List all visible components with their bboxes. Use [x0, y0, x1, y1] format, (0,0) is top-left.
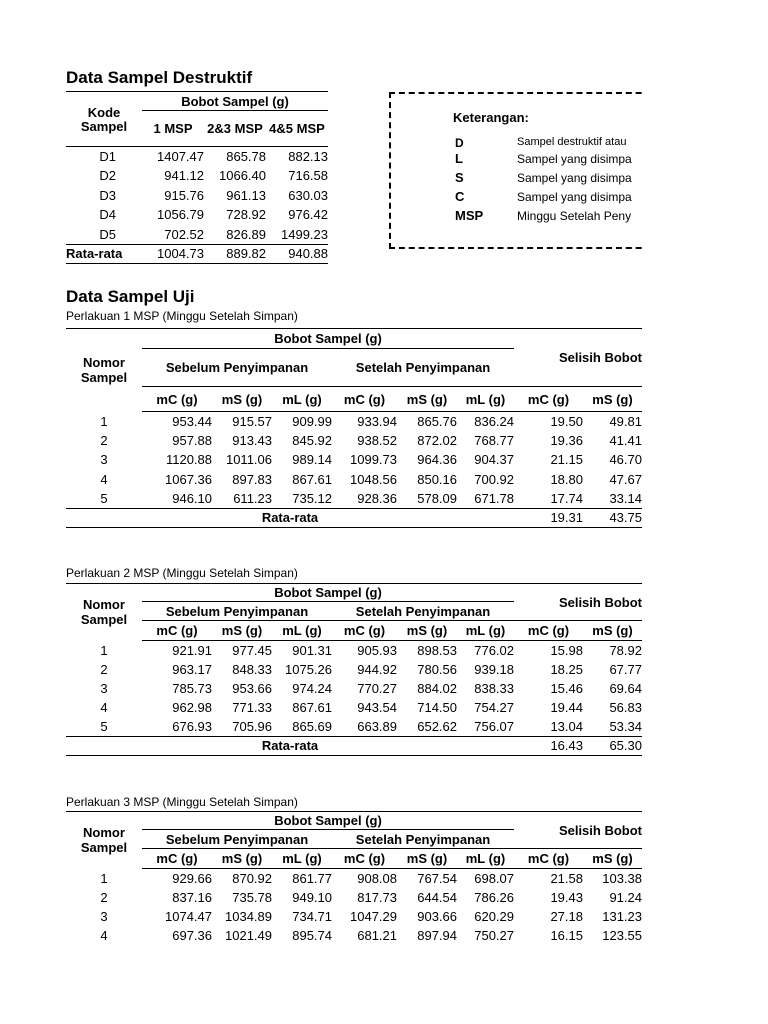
- cell: 671.78: [474, 491, 514, 506]
- cell: 41.41: [609, 433, 642, 449]
- cell: 977.45: [232, 642, 272, 658]
- table-row: [66, 717, 642, 736]
- row-number: 2: [100, 889, 108, 905]
- cell: 67.77: [609, 661, 642, 677]
- cell: 780.56: [417, 661, 457, 677]
- cell: 1066.40: [219, 168, 266, 184]
- table-row: [66, 431, 642, 450]
- col-mc: mC (g): [514, 621, 583, 641]
- cell: 953.66: [232, 680, 272, 696]
- cell: 921.91: [172, 642, 212, 658]
- cell: 103.38: [602, 870, 642, 886]
- cell: 1075.26: [285, 661, 332, 677]
- cell: 663.89: [357, 719, 397, 735]
- cell: 735.78: [232, 889, 272, 905]
- cell: 836.24: [474, 413, 514, 429]
- cell: 964.36: [417, 452, 457, 468]
- destruktif-title: Data Sampel Destruktif: [66, 68, 253, 87]
- table-row: [66, 489, 642, 508]
- col-mc: mC (g): [332, 621, 397, 641]
- cell: 1120.88: [165, 452, 212, 468]
- cell: 943.54: [357, 700, 397, 716]
- cell: 17.74: [550, 491, 583, 506]
- cell: 734.71: [292, 908, 332, 924]
- nomor-label: Nomor: [83, 597, 125, 613]
- cell: 867.61: [292, 700, 332, 716]
- legend-desc: Sampel yang disimpa: [517, 152, 632, 166]
- col-mc: mC (g): [142, 387, 212, 412]
- cell: 630.03: [288, 187, 328, 203]
- cell: 944.92: [357, 661, 397, 677]
- cell: 756.07: [474, 719, 514, 735]
- cell: 895.74: [292, 928, 332, 944]
- row-number: 2: [100, 661, 108, 677]
- cell: 1074.47: [165, 908, 212, 924]
- table-row: [66, 641, 642, 660]
- cell: 750.27: [474, 928, 514, 944]
- cell: 53.34: [609, 719, 642, 735]
- cell: 837.16: [172, 889, 212, 905]
- cell: 915.57: [232, 413, 272, 429]
- cell: 776.02: [474, 642, 514, 658]
- cell: 15.98: [550, 642, 583, 658]
- cell: 1499.23: [281, 226, 328, 242]
- cell: 989.14: [292, 452, 332, 468]
- cell: 861.77: [292, 870, 332, 886]
- cell: 865.78: [226, 149, 266, 164]
- avg-row: [66, 508, 642, 527]
- cell: 872.02: [417, 433, 457, 449]
- cell: 21.15: [550, 452, 583, 468]
- cell: 961.13: [226, 187, 266, 203]
- row-number: 1: [100, 642, 108, 658]
- avg-cell: 16.43: [514, 736, 583, 755]
- col-ms: mS (g): [397, 387, 457, 412]
- cell: 941.12: [164, 168, 204, 184]
- cell: 949.10: [292, 889, 332, 905]
- cell: 700.92: [474, 471, 514, 487]
- legend-desc: Sampel yang disimpa: [517, 171, 632, 185]
- cell: 735.12: [292, 491, 332, 506]
- avg-label: Rata-rata: [66, 508, 514, 527]
- row-number: 3: [100, 452, 108, 468]
- table1-caption: Perlakuan 1 MSP (Minggu Setelah Simpan): [66, 309, 298, 323]
- cell: 897.83: [232, 471, 272, 487]
- col-ml: mL (g): [272, 849, 332, 869]
- destruktif-col-2: 2&3 MSP: [204, 111, 266, 147]
- cell: 19.44: [550, 700, 583, 716]
- legend-desc: Minggu Setelah Peny: [517, 209, 632, 223]
- cell: 123.55: [602, 928, 642, 944]
- uji-table-2: [66, 583, 642, 756]
- uji-table-1: [66, 328, 642, 528]
- cell: 848.33: [232, 661, 272, 677]
- cell: 1047.29: [350, 908, 397, 924]
- cell: 33.14: [609, 491, 642, 506]
- uji-table-1-rows: [66, 412, 642, 509]
- cell: 767.54: [417, 870, 457, 886]
- uji-table-2-rows: [66, 641, 642, 737]
- cell: 78.92: [609, 642, 642, 658]
- col-ms: mS (g): [397, 849, 457, 869]
- legend-desc: Sampel yang disimpa: [517, 190, 632, 204]
- uji-title: Data Sampel Uji: [66, 287, 195, 306]
- cell: 867.61: [292, 471, 332, 487]
- nomor-label: Nomor: [83, 355, 125, 371]
- cell: 56.83: [609, 700, 642, 716]
- cell: 938.52: [357, 433, 397, 449]
- row-number: 3: [100, 908, 108, 924]
- cell: 957.88: [172, 433, 212, 449]
- cell: 1048.56: [350, 471, 397, 487]
- legend-desc: Sampel destruktif atau: [517, 136, 627, 148]
- table-row: [66, 679, 642, 698]
- row-number: 4: [100, 928, 108, 944]
- col-ms: mS (g): [583, 387, 642, 412]
- legend-key: D: [455, 136, 464, 150]
- cell: 1034.89: [225, 908, 272, 924]
- cell: 46.70: [609, 452, 642, 468]
- cell: 786.26: [474, 889, 514, 905]
- cell: 698.07: [474, 870, 514, 886]
- sampel-label: Sampel: [80, 370, 128, 386]
- legend-key: L: [455, 151, 463, 166]
- cell: 611.23: [233, 491, 272, 506]
- col-ml: mL (g): [457, 849, 514, 869]
- cell: 728.92: [226, 207, 266, 223]
- setelah-header: Setelah Penyimpanan: [332, 349, 514, 387]
- row-kode: D5: [99, 226, 116, 242]
- cell: 1407.47: [157, 149, 204, 164]
- cell: 19.50: [550, 413, 583, 429]
- cell: 785.73: [172, 680, 212, 696]
- table-row: [66, 698, 642, 717]
- col-mc: mC (g): [514, 849, 583, 869]
- cell: 953.44: [172, 413, 212, 429]
- uji-table-3-rows: [66, 869, 642, 946]
- legend-key: C: [455, 189, 465, 204]
- table3-caption: Perlakuan 3 MSP (Minggu Setelah Simpan): [66, 795, 298, 809]
- nomor-sampel-header: [66, 584, 142, 641]
- cell: 13.04: [550, 719, 583, 735]
- cell: 754.27: [474, 700, 514, 716]
- table-row: [66, 660, 642, 679]
- legend-key: MSP: [455, 208, 484, 223]
- cell: 644.54: [417, 889, 457, 905]
- row-kode: D3: [99, 187, 116, 203]
- cell: 578.09: [417, 491, 457, 506]
- cell: 901.31: [292, 642, 332, 658]
- sebelum-header: Sebelum Penyimpanan: [142, 349, 332, 387]
- cell: 933.94: [357, 413, 397, 429]
- legend-title: Keterangan:: [453, 110, 529, 125]
- col-ms: mS (g): [212, 621, 272, 641]
- bobot-header: Bobot Sampel (g): [142, 584, 514, 602]
- cell: 850.16: [417, 471, 457, 487]
- cell: 929.66: [172, 870, 212, 886]
- row-number: 5: [100, 719, 108, 735]
- col-ms: mS (g): [583, 621, 642, 641]
- table2-caption: Perlakuan 2 MSP (Minggu Setelah Simpan): [66, 566, 298, 580]
- avg-cell: 889.82: [204, 244, 266, 263]
- nomor-label: Nomor: [83, 825, 125, 841]
- table-row: [66, 412, 642, 431]
- cell: 898.53: [417, 642, 457, 658]
- col-ml: mL (g): [457, 387, 514, 412]
- cell: 903.66: [417, 908, 457, 924]
- cell: 817.73: [357, 889, 397, 905]
- cell: 19.36: [550, 433, 583, 449]
- table-row: [66, 470, 642, 489]
- col-ms: mS (g): [212, 387, 272, 412]
- cell: 15.46: [550, 680, 583, 696]
- table-row: [66, 907, 642, 926]
- cell: 915.76: [164, 187, 204, 203]
- cell: 974.24: [292, 680, 332, 696]
- col-mc: mC (g): [332, 849, 397, 869]
- cell: 845.92: [292, 433, 332, 449]
- col-ml: mL (g): [272, 387, 332, 412]
- cell: 897.94: [417, 928, 457, 944]
- cell: 963.17: [172, 661, 212, 677]
- cell: 905.93: [357, 642, 397, 658]
- col-ml: mL (g): [272, 621, 332, 641]
- cell: 705.96: [232, 719, 272, 735]
- cell: 768.77: [474, 433, 514, 449]
- cell: 909.99: [292, 413, 332, 429]
- cell: 697.36: [172, 928, 212, 944]
- cell: 714.50: [417, 700, 457, 716]
- cell: 69.64: [609, 680, 642, 696]
- selisih-header: Selisih Bobot: [514, 329, 642, 387]
- cell: 1021.49: [225, 928, 272, 944]
- row-number: 4: [100, 471, 108, 487]
- table-row: [66, 888, 642, 907]
- table-row: [66, 869, 642, 888]
- cell: 1011.06: [225, 452, 272, 468]
- col-ms: mS (g): [212, 849, 272, 869]
- cell: 908.08: [357, 870, 397, 886]
- legend-key: S: [455, 170, 464, 185]
- cell: 27.18: [550, 908, 583, 924]
- cell: 620.29: [474, 908, 514, 924]
- cell: 21.58: [550, 870, 583, 886]
- cell: 49.81: [609, 413, 642, 429]
- kode-label: Kode: [87, 104, 121, 120]
- avg-cell: 65.30: [583, 736, 642, 755]
- cell: 1067.36: [165, 471, 212, 487]
- selisih-header: Selisih Bobot: [514, 812, 642, 849]
- cell: 865.76: [417, 413, 457, 429]
- cell: 16.15: [550, 928, 583, 944]
- cell: 976.42: [288, 207, 328, 223]
- col-mc: mC (g): [142, 621, 212, 641]
- cell: 18.80: [550, 471, 583, 487]
- avg-cell: 43.75: [583, 508, 642, 527]
- avg-cell: 1004.73: [142, 244, 204, 263]
- cell: 962.98: [172, 700, 212, 716]
- row-number: 2: [100, 433, 108, 449]
- row-number: 4: [100, 700, 108, 716]
- sampel-label: Sampel: [80, 612, 128, 628]
- cell: 904.37: [474, 452, 514, 468]
- cell: 1056.79: [157, 207, 204, 223]
- row-number: 3: [100, 680, 108, 696]
- selisih-header: Selisih Bobot: [514, 584, 642, 621]
- cell: 47.67: [609, 471, 642, 487]
- cell: 681.21: [357, 928, 397, 944]
- avg-label: Rata-rata: [66, 736, 514, 755]
- cell: 771.33: [232, 700, 272, 716]
- cell: 19.43: [550, 889, 583, 905]
- sebelum-header: Sebelum Penyimpanan: [142, 602, 332, 621]
- legend-box: [389, 92, 642, 249]
- cell: 652.62: [417, 719, 457, 735]
- setelah-header: Setelah Penyimpanan: [332, 830, 514, 849]
- avg-cell: 19.31: [514, 508, 583, 527]
- table-row: [66, 450, 642, 469]
- cell: 928.36: [357, 491, 397, 506]
- cell: 18.25: [550, 661, 583, 677]
- cell: 826.89: [226, 226, 266, 242]
- cell: 716.58: [288, 168, 328, 184]
- cell: 1099.73: [350, 452, 397, 468]
- destruktif-col-1: 1 MSP: [142, 111, 204, 147]
- row-kode: D4: [99, 207, 116, 223]
- uji-table-3: [66, 811, 642, 945]
- avg-cell: 940.88: [266, 244, 328, 263]
- sampel-label: Sampel: [80, 840, 128, 856]
- col-mc: mC (g): [142, 849, 212, 869]
- nomor-sampel-header: [66, 329, 142, 412]
- col-mc: mC (g): [332, 387, 397, 412]
- row-number: 1: [100, 413, 108, 429]
- col-mc: mC (g): [514, 387, 583, 412]
- cell: 865.69: [292, 719, 332, 735]
- cell: 882.13: [288, 149, 328, 164]
- cell: 702.52: [164, 226, 204, 242]
- col-ms: mS (g): [583, 849, 642, 869]
- nomor-sampel-header: [66, 812, 142, 869]
- bobot-header: Bobot Sampel (g): [142, 329, 514, 349]
- cell: 91.24: [609, 889, 642, 905]
- sebelum-header: Sebelum Penyimpanan: [142, 830, 332, 849]
- col-ml: mL (g): [457, 621, 514, 641]
- avg-row: [66, 736, 642, 755]
- destruktif-col-3: 4&5 MSP: [266, 111, 328, 147]
- cell: 939.18: [474, 661, 514, 677]
- row-kode: D1: [99, 149, 116, 164]
- bobot-header: Bobot Sampel (g): [142, 812, 514, 830]
- sampel-label: Sampel: [80, 118, 128, 134]
- cell: 838.33: [474, 680, 514, 696]
- setelah-header: Setelah Penyimpanan: [332, 602, 514, 621]
- cell: 913.43: [232, 433, 272, 449]
- row-number: 1: [100, 870, 108, 886]
- cell: 870.92: [232, 870, 272, 886]
- table-row: [66, 926, 642, 945]
- row-kode: D2: [99, 168, 116, 184]
- cell: 676.93: [172, 719, 212, 735]
- cell: 946.10: [172, 491, 212, 506]
- cell: 131.23: [602, 908, 642, 924]
- destruktif-bobot-header: Bobot Sampel (g): [142, 92, 328, 111]
- row-number: 5: [100, 491, 108, 506]
- cell: 884.02: [417, 680, 457, 696]
- avg-label: Rata-rata: [66, 244, 142, 263]
- col-ms: mS (g): [397, 621, 457, 641]
- cell: 770.27: [357, 680, 397, 696]
